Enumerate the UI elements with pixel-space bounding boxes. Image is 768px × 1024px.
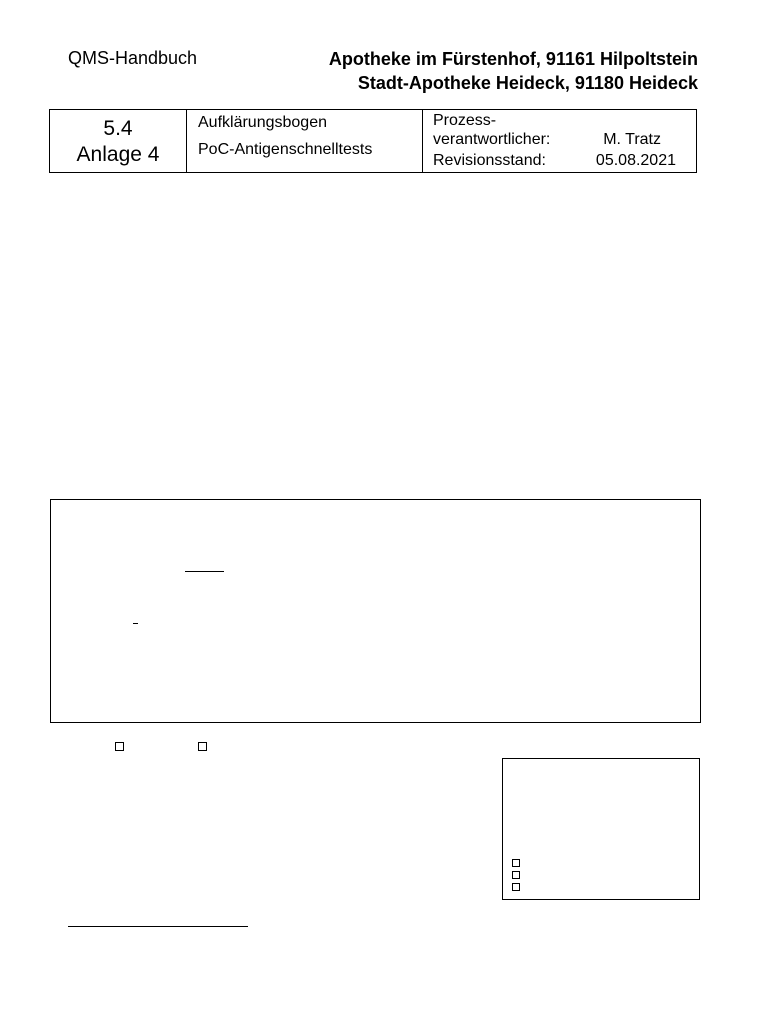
side-checkbox-2[interactable] — [512, 871, 520, 879]
pharmacy-name-2: Stadt-Apotheke Heideck, 91180 Heideck — [357, 73, 698, 93]
section-number: 5.4 — [103, 117, 133, 140]
pharmacy-name-1: Apotheke im Fürstenhof, 91161 Hilpoltstein — [328, 49, 698, 69]
side-box — [502, 758, 700, 900]
info-box — [50, 499, 701, 723]
document-meta-table — [49, 109, 697, 173]
revision-value: 05.08.2021 — [595, 152, 676, 169]
annex-label: Anlage 4 — [76, 143, 160, 166]
signature-line — [68, 926, 248, 927]
section-cell — [50, 110, 187, 173]
doc-title-1: Aufklärungsbogen — [198, 114, 327, 131]
dash-mark — [133, 623, 138, 624]
owner-label-1: Prozess- — [433, 112, 497, 129]
owner-row — [423, 130, 696, 151]
owner-value: M. Tratz — [603, 131, 661, 148]
owner-label-2: verantwortlicher: — [433, 131, 551, 148]
doc-title-cell — [187, 110, 423, 173]
checkbox-option-1[interactable] — [115, 742, 124, 751]
revision-row — [423, 151, 696, 170]
side-checkbox-1[interactable] — [512, 859, 520, 867]
checkbox-option-2[interactable] — [198, 742, 207, 751]
owner-cell — [423, 110, 697, 173]
revision-label: Revisionsstand: — [433, 152, 546, 169]
side-checkbox-3[interactable] — [512, 883, 520, 891]
pharmacy-names — [329, 47, 698, 95]
doc-title-2: PoC-Antigenschnelltests — [198, 141, 373, 158]
handbook-title: QMS-Handbuch — [68, 48, 198, 68]
underline-blank — [185, 571, 224, 572]
